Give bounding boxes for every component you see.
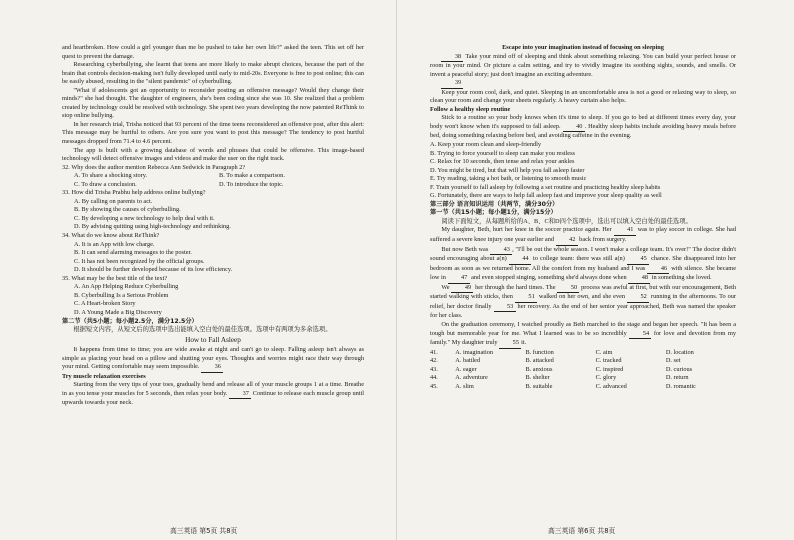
option-35d: D. A Young Made a Big Discovery (74, 308, 162, 316)
part-3-title: 第三部分 语言知识运用（共两节，满分30分） (430, 200, 559, 208)
option-33d: D. By advising quitting using high-technology and rethinking. (74, 223, 231, 231)
option-33c: C. By developing a new technology to help deal with it. (74, 214, 215, 222)
section-1-title: 第一节（共15小题；每小题1分，满分15分） (430, 209, 557, 217)
choice-row-44 (430, 374, 736, 383)
blank-54: 54 (629, 330, 651, 340)
cloze-text: to college team: there was still a(n) (532, 255, 625, 263)
blank-42: 42 (556, 236, 578, 246)
paragraph-intro: and heartbroken. How could a girl younger than me be pushed to take her own life?" asked the teen. This set off her quest to prevent the damage. (62, 44, 364, 60)
choice-row-41 (430, 349, 736, 358)
page-fold-divider (396, 0, 397, 540)
cloze-text: chance. She disappeared into her bedroom as soon as we returned home. All the comfort from my husband and I was (430, 255, 737, 272)
paragraph-app: The app is built with a growing database of words and phrases that could be offensive. This image-based technology will detect offensive images and videos and make the user on the right track. (62, 146, 364, 163)
cloze-text: process was awful at first, but with our encouragement, Beth started walking with sticks, then (430, 283, 737, 301)
paragraph-muscle-text-2: Continue to release each muscle group until upwards towards your neck. (62, 389, 365, 407)
choice-a: A. battled (455, 357, 481, 365)
choice-c: C. advanced (595, 382, 627, 390)
choice-a: A. adventure (455, 374, 488, 382)
choice-b: B. shelter (525, 374, 550, 382)
cloze-text: On the graduation ceremony, I watched proudly as Beth marched to the stage and began her speech. "It has been a tough but memorable year for me. What I learned was to be so incredibly (430, 320, 736, 337)
choice-d: D. curious (665, 365, 693, 373)
choice-a: A. slim (455, 382, 474, 390)
question-33: 33. How did Trisha Prabhu help address online bullying? (62, 189, 206, 197)
choice-number: 41. (430, 348, 438, 356)
left-page (62, 44, 364, 408)
blank-52: 52 (627, 293, 649, 303)
paragraph-quote: "What if adolescents got an opportunity to reconsider posting an offensive message? Would they change their minds?" she had thought. The daughter of engineers, she's been coding since she was 10. She realized that a problem created by technology could be resolved with technology. She spent two years developing the now patented ReThink to stop online bullying. (62, 86, 364, 120)
paragraph-muscle (62, 381, 364, 408)
option-d: D. You might be tired, but that will help you fall asleep faster (430, 166, 585, 174)
question-34: 34. What do we know about ReThink? (62, 232, 160, 240)
cloze-text: in something she loved. (651, 274, 712, 282)
question-35: 35. What may be the best title of the text? (62, 274, 168, 282)
choice-d: D. romantic (665, 382, 696, 390)
cloze-text: with silence. She became low in (430, 264, 736, 282)
paragraph-happens (62, 346, 364, 373)
cloze-text: for love and devotion from my family." My daughter truly (430, 329, 736, 347)
heading-muscle: Try muscle relaxation exercises (62, 372, 146, 380)
section-2-instructions: 根据短文内容，从短文后的选项中选出能填入空白处的最佳选项。选项中有两项为多余选项。 (73, 326, 332, 334)
paragraph-routine: Stick to a routine so your body knows when it's time to sleep. If you go to bed at different times every day, your body won't know when it's supposed to fall asleep. 40 . Healthy sleep habits include avoiding heavy meals before bed, doing something relaxing before bed, and avoiding caffeine in the evening. (430, 114, 737, 140)
cloze-text: it. (521, 339, 527, 347)
option-32c: C. To draw a conclusion. (74, 180, 137, 188)
passage-title: How to Fall Asleep (185, 335, 241, 344)
choice-b: B. suitable (525, 382, 553, 390)
paragraph-trial: In her research trial, Trisha noticed that 93 percent of the time teens reconsidered an offensive post, after this alert: This message may be hurtful to others. Are you sure you want to post this message? The tendency to post hurtful messages dropped from 71.4 to 4.6 percent. (62, 120, 364, 146)
choice-c: C. inspired (595, 365, 624, 373)
question-32-options-2 (74, 181, 364, 190)
blank-38: 38 (441, 53, 463, 63)
footer-left: 高三英语 第5页 共8页 (170, 527, 238, 535)
paragraph-muscle-text-1: Starting from the very tips of your toes, gradually bend and release all of your muscle groups 1 at a time. Breathe in as you tense your muscles for 5 seconds, then relax your body. (62, 381, 364, 397)
option-c: C. Relax for 10 seconds, then tense and relax your ankles (430, 158, 575, 166)
choice-d: D. set (665, 357, 681, 365)
footer-right: 高三英语 第6页 共8页 (548, 527, 616, 535)
cloze-text: My daughter, Beth, hurt her knee in the soccer practice again. Her (441, 226, 612, 234)
choice-number: 42. (430, 357, 438, 365)
choice-a: A. imagination (455, 348, 494, 356)
blank-40: 40 (563, 123, 585, 133)
paragraph-research: Researching cyberbullying, she learnt that teens are more likely to make abrupt choices, because the part of the brain that controls decision-making isn't fully developed until early to mid-20s. Everyone is free to post online; this can be easily abused, resulting in the "silent pandemic" of cyberbulling. (62, 61, 364, 86)
cloze-text: , "I'll be out the whole season. I won't make a college team. It's over!" The doctor didn't sound encouraging about a(n) (430, 245, 736, 263)
cloze-paragraph-3 (430, 284, 736, 321)
question-32-options (74, 172, 364, 181)
choice-number: 43. (430, 365, 438, 373)
choice-c: C. glory (595, 374, 617, 382)
section-2-title: 第二节（共5小题；每小题2.5分，满分12.5分） (62, 317, 198, 325)
choice-row-42 (430, 357, 736, 366)
choice-c: C. aim (595, 348, 613, 356)
option-35b: B. Cyberbulling Is a Serious Problem (74, 291, 169, 299)
paragraph-happens-text: It happens from time to time; you are wide awake at night and can't go to sleep. Falling asleep isn't always as simple as placing your head on a pillow and shutting your eyes. Thoughts and worries might race their way through your mind. Getting comfortable may seem impossible. (62, 346, 364, 371)
cloze-text: walked on her own, and she even (538, 293, 626, 301)
choice-d: D. location (665, 348, 694, 356)
cloze-text: But now Beth was (441, 245, 489, 253)
option-34a: A. It is an App with low charge. (74, 240, 155, 248)
option-f: F. Train yourself to fall asleep by following a set routine and practicing healthy sleep habits (430, 183, 661, 191)
cloze-text: her through the hard times. The (475, 283, 556, 291)
cloze-paragraph-1 (430, 226, 736, 245)
option-33a: A. By calling on parents to act. (74, 197, 153, 205)
option-b: B. Trying to force yourself to sleep can make you restless (430, 149, 575, 157)
paragraph-routine-text-2: Healthy sleep habits include avoiding heavy meals before bed, doing something relaxing before bed, and avoiding caffeine in the evening. (430, 122, 737, 140)
blank-47: 47 (448, 274, 470, 284)
option-e: E. Try reading, taking a hot bath, or listening to smooth music (430, 175, 587, 183)
section-1-instructions: 阅读下面短文，从每题所给的A、B、C和D四个选项中，选出可以填入空白处的最佳选项。 (441, 217, 692, 225)
paragraph-routine-text-1: Stick to a routine so your body knows when it's time to sleep. If you go to bed at different times every day, your body won't know when it's supposed to fall asleep. (430, 114, 736, 130)
cloze-text: and even stopped singing, something she'd always done when (471, 274, 627, 282)
cloze-text: back from surgery. (579, 236, 627, 244)
option-35a: A. An App Helping Reduce Cyberbulling (74, 283, 179, 291)
question-32: 32. Why does the author mention Rebecca Ann Sedwick in Paragraph 2? (62, 163, 246, 171)
blank-49: 49 (451, 284, 473, 294)
choice-c: C. tracked (595, 357, 622, 365)
blank-43: 43 (490, 246, 512, 256)
option-35c: C. A Heart-broken Story (74, 300, 136, 308)
cloze-text: We (441, 283, 450, 291)
choice-number: 44. (430, 374, 438, 382)
right-page (430, 44, 736, 391)
blank-39: 39 (441, 79, 463, 89)
cloze-paragraph-4 (430, 321, 736, 349)
answer-choices (430, 349, 736, 392)
blank-46: 46 (647, 265, 669, 275)
choice-d: D. return (665, 374, 689, 382)
option-g: G. Fortunately, there are ways to help fall asleep fast and improve your sleep quality as well (430, 192, 662, 200)
paragraph-escape-text: Take your mind off of sleeping and think about something relaxing. You can build your perfect house or room in your mind. Or picture a calm setting, and try to vividly imagine its soothing sights, sounds, and smells. Or invent a peaceful story; just don't imagine an exciting adventure. (430, 52, 736, 78)
cloze-text: was to play soccer in college. She had suffered a severe knee injury one year earlier and (430, 226, 737, 244)
cloze-text: her recovery. As the end of her senior year approached, Beth was named the speaker for her class. (430, 302, 736, 320)
blank-36: 36 (201, 363, 223, 373)
heading-escape: Escape into your imagination instead of focusing on sleeping (502, 44, 664, 51)
option-a: A. Keep your room clean and sleep-friendly (430, 141, 542, 149)
choice-row-45 (430, 383, 736, 392)
heading-routine: Follow a healthy sleep routine (430, 105, 511, 113)
blank-39-line (430, 79, 736, 89)
cloze-paragraph-2 (430, 246, 736, 284)
option-33b: B. By showing the causes of cyberbulling. (74, 206, 181, 214)
choice-b: B. attacked (525, 357, 554, 365)
paragraph-room: Keep your room cool, dark, and quiet. Sleeping in an uncomfortable area is not a good or relaxing way to sleep, so clean your room and change your sheets regularly. A heavy curtain also helps. (430, 88, 736, 105)
paragraph-escape (430, 53, 736, 80)
choice-number: 45. (430, 382, 438, 390)
blank-45: 45 (627, 255, 649, 265)
choice-b: B. anxious (525, 365, 553, 373)
option-34d: D. It should be further developed because of its low efficiency. (74, 266, 233, 274)
option-34c: C. It has not been recognized by the official groups. (74, 257, 205, 265)
blank-50: 50 (557, 284, 579, 294)
blank-53: 53 (494, 303, 516, 313)
choice-a: A. eager (455, 365, 477, 373)
option-34b: B. It can send alarming messages to the poster. (74, 249, 192, 257)
blank-44: 44 (509, 255, 531, 265)
option-32a: A. To share a shocking story. (74, 172, 148, 180)
choice-b: B. function (525, 348, 554, 356)
option-32d: D. To introduce the topic. (219, 180, 284, 188)
blank-41: 41 (614, 226, 636, 236)
cloze-text: running in the afternoons. To our relief, her doctor finally (430, 293, 737, 310)
blank-55: 55 (499, 339, 521, 349)
blank-48: 48 (628, 274, 650, 284)
blank-51: 51 (515, 293, 537, 303)
choice-row-43 (430, 366, 736, 375)
blank-37: 37 (229, 390, 251, 400)
option-32b: B. To make a comparison. (219, 172, 285, 180)
